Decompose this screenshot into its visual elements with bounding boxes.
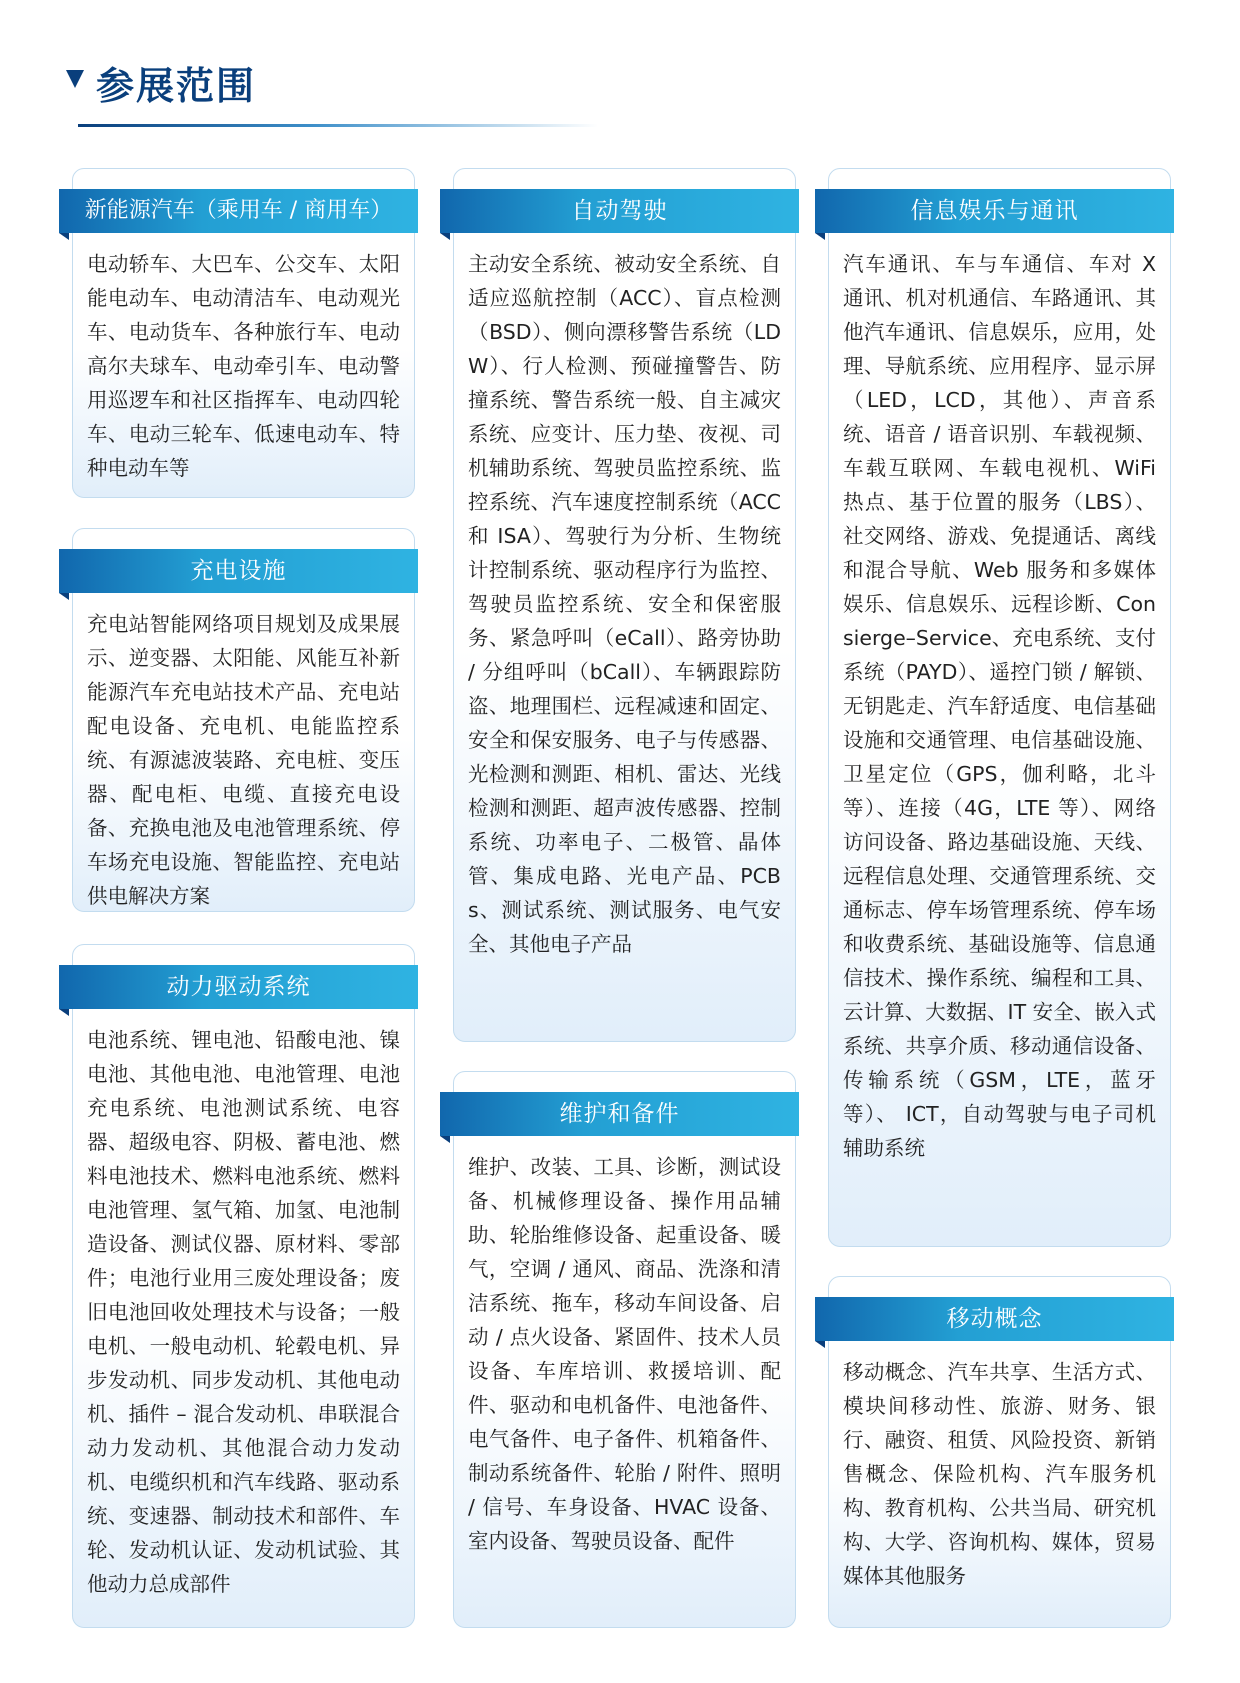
category-title: 维护和备件	[440, 1092, 799, 1136]
category-card-infotainment-communication	[828, 168, 1171, 1247]
category-content: 主动安全系统、被动安全系统、自适应巡航控制（ACC）、盲点检测（BSD）、侧向漂移警告系统（LDW）、行人检测、预碰撞警告、防撞系统、警告系统一般、自主减灾系统、应变计、压力垫、夜视、司机辅助系统、驾驶员监控系统、监控系统、汽车速度控制系统（ACC 和 ISA）、驾驶行为分析、生物统计控制系统、驱动程序行为监控、驾驶员监控系统、安全和保密服务、紧急呼叫（eCall）、路旁协助 / 分组呼叫（bCall）、车辆跟踪防盗、地理围栏、远程减速和固定、安全和保安服务、电子与传感器、光检测和测距、相机、雷达、光线检测和测距、超声波传感器、控制系统、功率电子、二极管、晶体管、集成电路、光电产品、PCBs、测试系统、测试服务、电气安全、其他电子产品	[468, 252, 781, 956]
category-content: 电动轿车、大巴车、公交车、太阳能电动车、电动清洁车、电动观光车、电动货车、各种旅行车、电动高尔夫球车、电动牵引车、电动警用巡逻车和社区指挥车、电动四轮车、电动三轮车、低速电动车、特种电动车等	[87, 252, 400, 480]
category-title: 动力驱动系统	[59, 965, 418, 1009]
category-content: 维护、改装、工具、诊断，测试设备、机械修理设备、操作用品辅助、轮胎维修设备、起重设备、暖气，空调 / 通风、商品、洗涤和清洁系统、拖车，移动车间设备、启动 / 点火设备、紧固件、技术人员设备、车库培训、救援培训、配件、驱动和电机备件、电池备件、电气备件、电子备件、机箱备件、制动系统备件、轮胎 / 附件、照明 / 信号、车身设备、HVAC 设备、室内设备、驾驶员设备、配件	[468, 1155, 781, 1553]
category-title: 充电设施	[59, 549, 418, 593]
category-card-mobility-concepts	[828, 1276, 1171, 1628]
category-card-maintenance-spare-parts	[453, 1071, 796, 1628]
category-title: 自动驾驶	[440, 189, 799, 233]
header-underline	[78, 124, 598, 127]
category-card-new-energy-vehicles	[72, 168, 415, 498]
page-header	[66, 62, 606, 132]
category-content: 充电站智能网络项目规划及成果展示、逆变器、太阳能、风能互补新能源汽车充电站技术产品、充电站配电设备、充电机、电能监控系统、有源滤波装路、充电桩、变压器、配电柜、电缆、直接充电设备、充换电池及电池管理系统、停车场充电设施、智能监控、充电站供电解决方案	[87, 612, 400, 908]
category-card-powertrain-systems	[72, 944, 415, 1628]
category-content: 汽车通讯、车与车通信、车对 X 通讯、机对机通信、车路通讯、其他汽车通讯、信息娱乐，应用，处理、导航系统、应用程序、显示屏（LED，LCD，其他）、声音系统、语音 / 语音识别、车载视频、车载互联网、车载电视机、WiFi 热点、基于位置的服务（LBS）、社交网络、游戏、免提通话、离线和混合导航、Web 服务和多媒体娱乐、信息娱乐、远程诊断、Consierge–Service、充电系统、支付系统（PAYD）、遥控门锁 / 解锁、无钥匙走、汽车舒适度、电信基础设施和交通管理、电信基础设施、卫星定位（GPS，伽利略，北斗等）、连接（4G，LTE 等）、网络访问设备、路边基础设施、天线、远程信息处理、交通管理系统、交通标志、停车场管理系统、停车场和收费系统、基础设施等、信息通信技术、操作系统、编程和工具、云计算、大数据、IT 安全、嵌入式系统、共享介质、移动通信设备、传输系统（GSM，LTE，蓝牙等）、 ICT，自动驾驶与电子司机辅助系统	[843, 252, 1156, 1160]
category-content: 电池系统、锂电池、铅酸电池、镍电池、其他电池、电池管理、电池充电系统、电池测试系统、电容器、超级电容、阴极、蓄电池、燃料电池技术、燃料电池系统、燃料电池管理、氢气箱、加氢、电池制造设备、测试仪器、原材料、零部件；电池行业用三废处理设备；废旧电池回收处理技术与设备；一般电机、一般电动机、轮毂电机、异步发动机、同步发动机、其他电动机、插件 – 混合发动机、串联混合动力发动机、其他混合动力发动机、电缆织机和汽车线路、驱动系统、变速器、制动技术和部件、车轮、发动机认证、发动机试验、其他动力总成部件	[87, 1028, 400, 1596]
page-title: 参展范围	[96, 64, 257, 108]
category-title: 移动概念	[815, 1297, 1174, 1341]
category-card-charging-facilities	[72, 528, 415, 912]
category-title: 信息娱乐与通讯	[815, 189, 1174, 233]
category-title: 新能源汽车（乘用车 / 商用车）	[59, 189, 418, 233]
category-content: 移动概念、汽车共享、生活方式、模块间移动性、旅游、财务、银行、融资、租赁、风险投资、新销售概念、保险机构、汽车服务机构、教育机构、公共当局、研究机构、大学、咨询机构、媒体，贸易媒体其他服务	[843, 1360, 1156, 1588]
triangle-marker-icon	[66, 70, 84, 88]
category-card-autonomous-driving	[453, 168, 796, 1042]
